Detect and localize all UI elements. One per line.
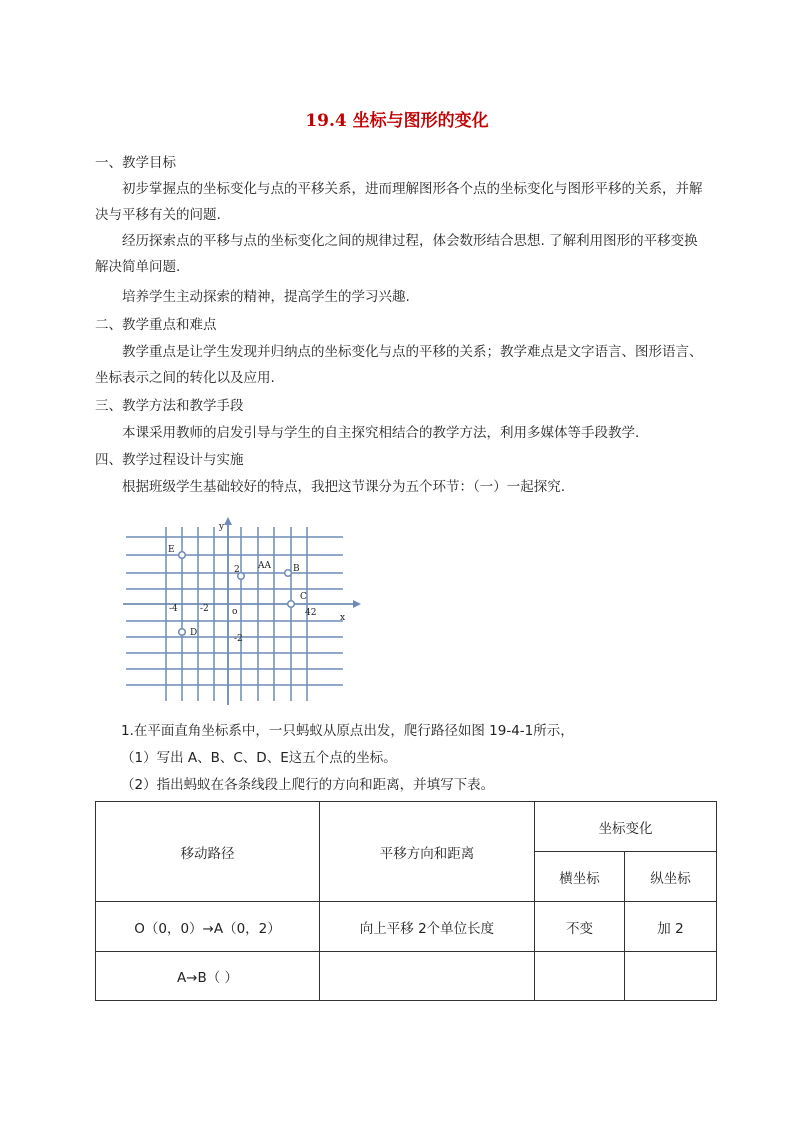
tick-minus-4-x: -4 [169,604,178,614]
page-title: 19.4 坐标与图形的变化 [305,111,489,131]
header-y-coordinate: 纵坐标 [625,852,717,902]
header-x-coordinate: 横坐标 [535,852,625,902]
y-axis-arrow [224,517,232,525]
table-row [96,902,717,952]
section-heading-process: 四、教学过程设计与实施 [95,452,244,468]
point-d [179,629,186,636]
goal-paragraph-1: 初步掌握点的坐标变化与点的平移关系，进而理解图形各个点的坐标变化与图形平移的关系，并解决与平移有关的问题. [95,181,703,223]
process-paragraph: 根据班级学生基础较好的特点，我把这节课分为五个环节：（一）一起探究. [122,479,566,495]
goal-paragraph-2: 经历探索点的平移与点的坐标变化之间的规律过程，体会数形结合思想. 了解利用图形的平移变换解决简单问题. [95,233,698,275]
cell-x-change [535,952,625,1001]
cell-path: O（0，0）→A（0，2） [96,902,320,952]
translation-table [95,801,717,1001]
point-e [179,552,186,559]
label-c: C [300,592,307,602]
question-1-part-1: （1）写出 A、B、C、D、E这五个点的坐标。 [121,750,397,766]
section-heading-goals: 一、教学目标 [95,155,176,171]
header-coordinate-change: 坐标变化 [535,802,717,852]
cell-path: A→B（ ） [96,952,320,1001]
question-1: 1.在平面直角坐标系中，一只蚂蚁从原点出发，爬行路径如图 19-4-1所示， [121,723,574,739]
label-d: D [190,628,198,638]
header-path: 移动路径 [96,802,320,902]
tick-minus-2-y: -2 [234,634,243,644]
methods-paragraph: 本课采用教师的启发引导与学生的自主探究相结合的教学方法，利用多媒体等手段教学. [122,425,640,441]
section-heading-key-points: 二、教学重点和难点 [95,317,217,333]
key-points-paragraph: 教学重点是让学生发现并归纳点的坐标变化与点的平移的关系；教学难点是文字语言、图形语言、坐标表示之间的转化以及应用. [95,344,703,386]
tick-minus-2-x: -2 [200,604,209,614]
cell-y-change [625,952,717,1001]
label-e: E [168,545,175,555]
cell-x-change: 不变 [535,902,625,952]
cell-direction: 向上平移 2个单位长度 [320,902,535,952]
x-axis-label: x [340,613,346,623]
tick-2-y: 2 [234,565,240,575]
y-axis-label: y [219,522,225,532]
coordinate-grid-figure [118,515,368,705]
origin-label: o [232,607,238,617]
header-direction-distance: 平移方向和距离 [320,802,535,902]
cell-y-change: 加 2 [625,902,717,952]
point-c [288,601,295,608]
label-b: B [293,564,300,574]
label-aa: AA [258,561,271,571]
cell-direction [320,952,535,1001]
tick-42-x: 42 [305,608,317,618]
goal-paragraph-3: 培养学生主动探索的精神，提高学生的学习兴趣. [122,289,410,305]
section-heading-methods: 三、教学方法和教学手段 [95,398,244,414]
table-row [96,952,717,1001]
question-1-part-2: （2）指出蚂蚁在各条线段上爬行的方向和距离，并填写下表。 [121,777,495,793]
x-axis-arrow [353,600,361,608]
point-b [285,570,292,577]
